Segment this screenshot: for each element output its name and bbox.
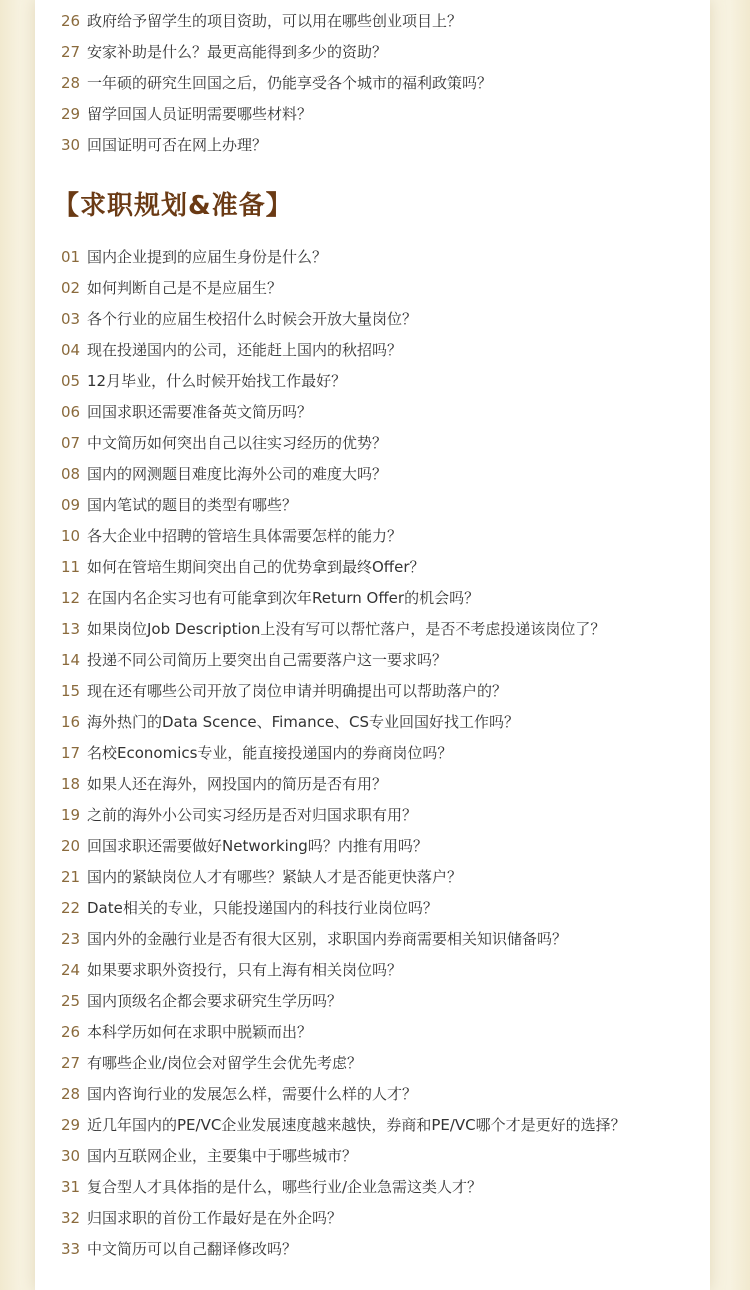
question-number: 04	[61, 341, 81, 359]
question-number: 03	[61, 310, 81, 328]
question-item	[61, 741, 626, 772]
question-number: 28	[61, 74, 81, 92]
question-text: 名校Economics专业，能直接投递国内的券商岗位吗？	[87, 744, 453, 762]
question-text: 中文简历可以自己翻译修改吗？	[87, 1240, 298, 1258]
question-text: 各大企业中招聘的管培生具体需要怎样的能力？	[87, 527, 403, 545]
question-item	[61, 71, 492, 102]
question-number: 01	[61, 248, 81, 266]
question-number: 16	[61, 713, 81, 731]
question-item	[61, 1144, 626, 1175]
question-text: 如果岗位Job Description上没有写可以帮忙落户，是否不考虑投递该岗位了？	[87, 620, 606, 638]
question-text: 国内笔试的题目的类型有哪些？	[87, 496, 298, 514]
question-item	[61, 1051, 626, 1082]
question-item	[61, 9, 492, 40]
question-number: 10	[61, 527, 81, 545]
question-number: 06	[61, 403, 81, 421]
question-item	[61, 586, 626, 617]
question-text: 回国求职还需要准备英文简历吗？	[87, 403, 313, 421]
question-item	[61, 431, 626, 462]
question-item	[61, 400, 626, 431]
question-text: 如何判断自己是不是应届生？	[87, 279, 283, 297]
question-item	[61, 710, 626, 741]
question-item	[61, 555, 626, 586]
question-item	[61, 524, 626, 555]
question-text: 一年硕的研究生回国之后，仍能享受各个城市的福利政策吗？	[87, 74, 493, 92]
question-item	[61, 369, 626, 400]
question-number: 15	[61, 682, 81, 700]
question-number: 25	[61, 992, 81, 1010]
question-item	[61, 617, 626, 648]
question-number: 09	[61, 496, 81, 514]
question-number: 05	[61, 372, 81, 390]
question-number: 27	[61, 43, 81, 61]
policy-question-list	[61, 9, 492, 164]
question-item	[61, 133, 492, 164]
question-item	[61, 462, 626, 493]
question-item	[61, 1175, 626, 1206]
question-number: 21	[61, 868, 81, 886]
question-number: 11	[61, 558, 81, 576]
question-text: 归国求职的首份工作最好是在外企吗？	[87, 1209, 343, 1227]
question-item	[61, 493, 626, 524]
question-item	[61, 865, 626, 896]
question-item	[61, 1206, 626, 1237]
question-item	[61, 896, 626, 927]
question-number: 33	[61, 1240, 81, 1258]
question-text: 中文简历如何突出自己以往实习经历的优势？	[87, 434, 388, 452]
question-number: 13	[61, 620, 81, 638]
question-number: 08	[61, 465, 81, 483]
question-text: 如果要求职外资投行，只有上海有相关岗位吗？	[87, 961, 403, 979]
question-number: 02	[61, 279, 81, 297]
question-number: 12	[61, 589, 81, 607]
question-text: 留学回国人员证明需要哪些材料？	[87, 105, 313, 123]
question-number: 19	[61, 806, 81, 824]
question-text: 在国内名企实习也有可能拿到次年Return Offer的机会吗？	[87, 589, 480, 607]
question-number: 26	[61, 1023, 81, 1041]
question-text: 如何在管培生期间突出自己的优势拿到最终Offer？	[87, 558, 425, 576]
question-text: Date相关的专业，只能投递国内的科技行业岗位吗？	[87, 899, 438, 917]
question-number: 22	[61, 899, 81, 917]
job-question-list	[61, 245, 626, 1268]
question-text: 各个行业的应届生校招什么时候会开放大量岗位？	[87, 310, 418, 328]
question-text: 投递不同公司简历上要突出自己需要落户这一要求吗？	[87, 651, 448, 669]
question-item	[61, 102, 492, 133]
question-number: 27	[61, 1054, 81, 1072]
question-item	[61, 648, 626, 679]
question-item	[61, 245, 626, 276]
question-number: 32	[61, 1209, 81, 1227]
question-item	[61, 1020, 626, 1051]
question-text: 有哪些企业/岗位会对留学生会优先考虑？	[87, 1054, 363, 1072]
question-number: 28	[61, 1085, 81, 1103]
question-text: 现在投递国内的公司，还能赶上国内的秋招吗？	[87, 341, 403, 359]
question-number: 14	[61, 651, 81, 669]
question-number: 30	[61, 136, 81, 154]
question-item	[61, 1082, 626, 1113]
question-number: 20	[61, 837, 81, 855]
question-text: 政府给予留学生的项目资助，可以用在哪些创业项目上？	[87, 12, 463, 30]
question-text: 近几年国内的PE/VC企业发展速度越来越快，券商和PE/VC哪个才是更好的选择？	[87, 1116, 626, 1134]
question-text: 安家补助是什么？最更高能得到多少的资助？	[87, 43, 388, 61]
question-item	[61, 307, 626, 338]
question-number: 30	[61, 1147, 81, 1165]
question-number: 07	[61, 434, 81, 452]
question-text: 国内的紧缺岗位人才有哪些？紧缺人才是否能更快落户？	[87, 868, 463, 886]
question-text: 本科学历如何在求职中脱颖而出？	[87, 1023, 313, 1041]
question-item	[61, 40, 492, 71]
question-item	[61, 803, 626, 834]
question-number: 31	[61, 1178, 81, 1196]
question-item	[61, 927, 626, 958]
question-text: 之前的海外小公司实习经历是否对归国求职有用？	[87, 806, 418, 824]
question-text: 国内互联网企业，主要集中于哪些城市？	[87, 1147, 358, 1165]
question-number: 26	[61, 12, 81, 30]
question-number: 29	[61, 105, 81, 123]
question-number: 18	[61, 775, 81, 793]
question-item	[61, 679, 626, 710]
question-text: 如果人还在海外，网投国内的简历是否有用？	[87, 775, 388, 793]
question-text: 回国证明可否在网上办理？	[87, 136, 268, 154]
section-title: 【求职规划&准备】	[53, 191, 293, 221]
question-number: 23	[61, 930, 81, 948]
question-item	[61, 989, 626, 1020]
question-text: 现在还有哪些公司开放了岗位申请并明确提出可以帮助落户的？	[87, 682, 508, 700]
question-item	[61, 958, 626, 989]
question-item	[61, 1237, 626, 1268]
question-text: 12月毕业，什么时候开始找工作最好？	[87, 372, 347, 390]
question-item	[61, 338, 626, 369]
question-text: 回国求职还需要做好Networking吗？内推有用吗？	[87, 837, 428, 855]
question-text: 海外热门的Data Scence、Fimance、CS专业回国好找工作吗？	[87, 713, 520, 731]
question-text: 国内企业提到的应届生身份是什么？	[87, 248, 328, 266]
question-text: 复合型人才具体指的是什么，哪些行业/企业急需这类人才？	[87, 1178, 483, 1196]
question-item	[61, 772, 626, 803]
question-text: 国内外的金融行业是否有很大区别，求职国内券商需要相关知识储备吗？	[87, 930, 568, 948]
question-text: 国内的网测题目难度比海外公司的难度大吗？	[87, 465, 388, 483]
question-number: 24	[61, 961, 81, 979]
question-item	[61, 276, 626, 307]
question-item	[61, 1113, 626, 1144]
question-text: 国内顶级名企都会要求研究生学历吗？	[87, 992, 343, 1010]
question-text: 国内咨询行业的发展怎么样，需要什么样的人才？	[87, 1085, 418, 1103]
question-number: 17	[61, 744, 81, 762]
question-number: 29	[61, 1116, 81, 1134]
question-item	[61, 834, 626, 865]
